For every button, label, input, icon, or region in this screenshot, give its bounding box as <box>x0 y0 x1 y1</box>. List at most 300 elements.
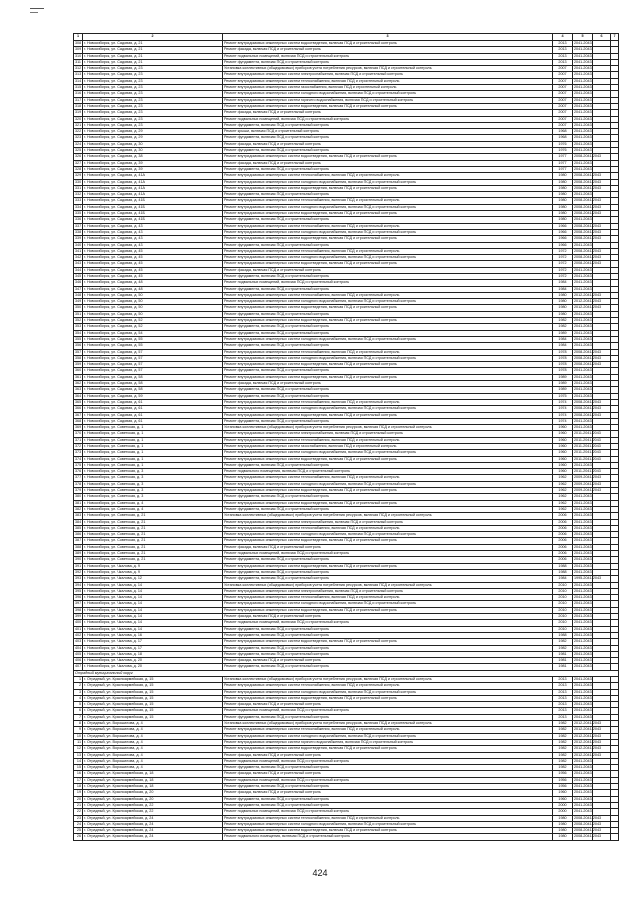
repair-period-cell: 2041-2043 <box>574 141 592 146</box>
row-number: 14 <box>74 758 83 764</box>
address-cell: г. Новосибирск, ул. Чкалова, д. 14 <box>83 582 223 588</box>
build-year-cell: 1960 <box>553 469 573 475</box>
work-type-cell: Ремонт внутридомовых инженерных систем холодного водоснабжения, включая ПСД и строительный контроль <box>223 255 553 261</box>
build-year-cell: 1982 <box>553 746 573 752</box>
build-year-cell: 2000 <box>553 809 573 815</box>
repair-period-cell: 2041-2043 <box>574 765 592 770</box>
repair-period-cell: 2041-2043 <box>574 97 592 102</box>
address-cell: г. Новосибирск, ул. Садовая, д. 45 <box>83 248 223 254</box>
work-type-cell: Ремонт фундамента, включая ПСД и строительный контроль <box>223 506 553 512</box>
build-year-cell: 1984 <box>553 576 573 582</box>
repair-period-cell: 2041-2043 <box>574 286 592 291</box>
repair-period-cell: 2009-2041-2043 <box>574 488 602 493</box>
address-cell: г. Отрадный, ул. Красноармейская, д. 20 <box>83 790 223 796</box>
repair-period-cell: 2041-2043 <box>574 336 592 341</box>
address-cell: г. Новосибирск, ул. Садовая, д. 58 <box>83 374 223 380</box>
row-number: 23 <box>74 815 83 821</box>
repair-period-cell: 2008-2041-2043 <box>574 828 602 833</box>
row-number: 309 <box>75 47 82 52</box>
build-year-cell: 1966 <box>553 236 573 242</box>
address-cell: г. Новосибирск, ул. Садовая, д. 23 <box>83 66 223 72</box>
repair-period-cell: 2041-2043 <box>574 381 592 386</box>
build-year-cell: 2006 <box>553 525 573 531</box>
row-number: 15 <box>74 765 83 771</box>
repair-period-cell: 2041-2043 <box>574 324 592 329</box>
build-year-cell: 1960 <box>553 444 573 450</box>
build-year-cell: 1960 <box>553 462 573 468</box>
address-cell: г. Новосибирск, ул. Садовая, д. 41А <box>83 185 223 191</box>
repair-period-cell: 2041-2043 <box>574 66 592 71</box>
work-type-cell: Ремонт фасада, включая ПСД и строительный контроль <box>223 47 553 53</box>
row-number: 318 <box>75 103 82 108</box>
address-cell: г. Отрадный, ул. Ворошилова, д. 4 <box>83 721 223 727</box>
build-year-cell: 1980 <box>553 179 573 185</box>
row-number: 384 <box>75 519 82 524</box>
work-type-cell: Ремонт внутридомовых инженерных систем теплоснабжения, включая ПСД и строительный контроль <box>223 437 553 443</box>
work-type-cell: Ремонт фасада, включая ПСД и строительный контроль <box>223 110 553 116</box>
address-cell: г. Новосибирск, ул. Садовая, д. 50 <box>83 299 223 305</box>
work-type-cell: Ремонт внутридомовых инженерных систем теплоснабжения, включая ПСД и строительный контроль <box>223 475 553 481</box>
repair-period-cell: 2008-2041-2043 <box>574 211 602 216</box>
work-type-cell: Ремонт фундамента, включая ПСД и строительный контроль <box>223 714 553 720</box>
repair-period-cell: 2008-2041-2043 <box>574 236 602 241</box>
row-number: 24 <box>74 821 83 827</box>
repair-period-cell: 2041-2043 <box>574 809 592 814</box>
work-type-cell: Ремонт внутридомовых инженерных систем водоотведения, включая ПСД и строительный контроль <box>223 695 553 701</box>
work-type-cell: Ремонт внутридомовых инженерных систем водоотведения, включая ПСД и строительный контроль <box>223 563 553 569</box>
work-type-cell: Ремонт внутридомовых инженерных систем теплоснабжения, включая ПСД и строительный контроль <box>223 727 553 733</box>
repair-period-cell: 2009-2041-2043 <box>574 475 602 480</box>
repair-period-cell: 2041-2043 <box>574 614 592 619</box>
build-year-cell: 1972 <box>553 255 573 261</box>
row-number: 8 <box>74 721 83 727</box>
build-year-cell: 1981 <box>553 664 573 670</box>
address-cell: г. Отрадный, ул. Красноармейская, д. 15 <box>83 714 223 720</box>
address-cell: г. Новосибирск, ул. Садовая, д. 43 <box>83 242 223 248</box>
work-type-cell: Ремонт внутридомовых инженерных систем теплоснабжения, включая ПСД и строительный контроль <box>223 399 553 405</box>
row-number: 308 <box>75 41 82 45</box>
repair-period-cell: 2008-2041-2043 <box>574 406 602 411</box>
address-cell: г. Отрадный, ул. Красноармейская, д. 18 <box>83 771 223 777</box>
address-cell: г. Новосибирск, ул. Садовая, д. 41Б <box>83 217 223 223</box>
address-cell: г. Новосибирск, ул. Чкалова, д. 12 <box>83 576 223 582</box>
build-year-cell: 2007 <box>553 72 573 78</box>
repair-period-cell: 2008-2041-2043 <box>574 355 602 360</box>
work-type-cell: Ремонт фасада, включая ПСД и строительный контроль <box>223 381 553 387</box>
repair-period-cell: 2041-2043 <box>574 418 592 423</box>
build-year-cell: 1962 <box>553 475 573 481</box>
work-type-cell: Ремонт внутридомовых инженерных систем теплоснабжения, включая ПСД и строительный контроль <box>223 223 553 229</box>
row-number: 26 <box>74 834 83 840</box>
row-number: 341 <box>75 248 82 253</box>
repair-period-cell: 2041-2043 <box>574 683 592 688</box>
address-cell: г. Новосибирск, ул. Садовая, д. 61 <box>83 412 223 418</box>
column-header: 1 <box>74 34 83 41</box>
work-type-cell: Ремонт фундамента, включая ПСД и строительный контроль <box>223 645 553 651</box>
repair-period-cell: 2011-2041-2043 <box>574 444 601 448</box>
address-cell: г. Отрадный, ул. Красноармейская, д. 24 <box>83 821 223 827</box>
row-number: 404 <box>75 645 82 650</box>
work-type-cell: Ремонт фундамента, включая ПСД и строительный контроль <box>223 664 553 670</box>
repair-period-cell: 2041-2043 <box>574 551 592 556</box>
work-type-cell: Ремонт фасада, включая ПСД и строительный контроль <box>223 544 553 550</box>
row-number: 11 <box>74 739 83 745</box>
work-type-cell: Ремонт фундамента, включая ПСД и строительный контроль <box>223 148 553 154</box>
build-year-cell: 1988 <box>553 569 573 575</box>
build-year-cell: 2013 <box>553 41 573 47</box>
address-cell: г. Новосибирск, ул. Садовая, д. 48 <box>83 286 223 292</box>
build-year-cell: 1982 <box>553 739 573 745</box>
address-cell: г. Новосибирск, ул. Садовая, д. 57 <box>83 362 223 368</box>
repair-period-cell: 2041-2043 <box>574 116 592 121</box>
work-type-cell: Ремонт фундамента, включая ПСД и строительный контроль <box>223 387 553 393</box>
work-type-cell: Ремонт фундамента, включая ПСД и строительный контроль <box>223 330 553 336</box>
work-type-cell: Ремонт подвальных помещений, включая ПСД и строительный контроль <box>223 758 553 764</box>
work-type-cell: Ремонт внутридомовых инженерных систем водоотведения, включая ПСД и строительный контроль <box>223 374 553 380</box>
address-cell: г. Новосибирск, ул. Советская, д. 21 <box>83 557 223 563</box>
repair-period-cell: 2041-2043 <box>574 267 592 272</box>
address-cell: г. Новосибирск, ул. Чкалова, д. 9 <box>83 563 223 569</box>
work-type-cell: Ремонт подвальных помещений, включая ПСД и строительный контроль <box>223 809 553 815</box>
work-type-cell: Ремонт фундамента, включая ПСД и строительный контроль <box>223 576 553 582</box>
address-cell: г. Новосибирск, ул. Чкалова, д. 20 <box>83 658 223 664</box>
address-cell: г. Отрадный, ул. Красноармейская, д. 24 <box>83 834 223 840</box>
row-number: 354 <box>75 330 82 335</box>
address-cell: г. Новосибирск, ул. Чкалова, д. 14 <box>83 588 223 594</box>
row-number: 317 <box>75 97 82 102</box>
repair-period-cell: 2041-2043 <box>574 588 592 593</box>
build-year-cell: 1977 <box>553 160 573 166</box>
address-cell: г. Отрадный, ул. Ворошилова, д. 4 <box>83 752 223 758</box>
address-cell: г. Отрадный, ул. Красноармейская, д. 22 <box>83 802 223 808</box>
work-type-cell: Ремонт внутридомовых инженерных систем водоотведения, включая ПСД и строительный контроль <box>223 362 553 368</box>
repair-period-cell: 2041-2043 <box>574 166 592 171</box>
build-year-cell: 1972 <box>553 273 573 279</box>
row-number: 392 <box>75 569 82 574</box>
row-number: 310 <box>75 53 82 58</box>
build-year-cell: 1988 <box>553 563 573 569</box>
address-cell: г. Новосибирск, ул. Садовая, д. 45 <box>83 273 223 279</box>
address-cell: г. Новосибирск, ул. Садовая, д. 39 <box>83 160 223 166</box>
repair-period-cell: 2008-2041-2043 <box>574 173 602 178</box>
address-cell: г. Новосибирск, ул. Садовая, д. 41Б <box>83 198 223 204</box>
work-type-cell: Ремонт внутридомовых инженерных систем горячего водоснабжения, включая ПСД и строительный контроль <box>223 739 553 745</box>
repair-period-cell: 2041-2043 <box>574 72 592 77</box>
work-type-cell: Ремонт фасада, включая ПСД и строительный контроль <box>223 141 553 147</box>
work-type-cell: Ремонт внутридомовых инженерных систем холодного водоснабжения, включая ПСД и строительный контроль <box>223 689 553 695</box>
row-number: 334 <box>75 204 82 209</box>
work-type-cell: Ремонт внутридомовых инженерных систем водоотведения, включая ПСД и строительный контроль <box>223 103 553 109</box>
build-year-cell: 1956 <box>553 777 573 783</box>
address-cell: г. Новосибирск, ул. Садовая, д. 23 <box>83 85 223 91</box>
repair-period-cell: 2041-2043 <box>574 632 592 637</box>
row-number: 360 <box>75 368 82 373</box>
address-cell: г. Новосибирск, ул. Садовая, д. 23 <box>83 78 223 84</box>
work-type-cell: Ремонт фасада, включая ПСД и строительный контроль <box>223 658 553 664</box>
build-year-cell: 1960 <box>553 450 573 456</box>
address-cell: г. Новосибирск, ул. Советская, д. 21 <box>83 532 223 538</box>
address-cell: г. Новосибирск, ул. Садовая, д. 23 <box>83 103 223 109</box>
row-number: 398 <box>75 607 82 612</box>
row-number: 337 <box>75 223 82 228</box>
build-year-cell: 1978 <box>553 355 573 361</box>
build-year-cell: 1982 <box>553 324 573 330</box>
build-year-cell: 1982 <box>553 318 573 324</box>
address-cell: г. Новосибирск, ул. Садовая, д. 57 <box>83 349 223 355</box>
address-cell: г. Новосибирск, ул. Советская, д. 3 <box>83 481 223 487</box>
work-type-cell: Ремонт внутридомовых инженерных систем теплоснабжения, включая ПСД и строительный контроль <box>223 173 553 179</box>
repair-period-cell: 2011-2041-2043 <box>574 437 601 442</box>
address-cell: г. Новосибирск, ул. Чкалова, д. 18 <box>83 651 223 657</box>
row-number: 396 <box>75 595 82 600</box>
build-year-cell: 1981 <box>553 658 573 664</box>
repair-period-cell: 2008-2041-2043 <box>574 154 602 159</box>
build-year-cell: 1982 <box>553 645 573 651</box>
work-type-cell: Ремонт фундамента, включая ПСД и строительный контроль <box>223 217 553 223</box>
build-year-cell: 1978 <box>553 362 573 368</box>
repair-period-cell: 2041-2043 <box>574 343 592 348</box>
address-cell: г. Отрадный, ул. Красноармейская, д. 15 <box>83 676 223 682</box>
row-number: 5 <box>74 702 83 708</box>
row-number: 10 <box>74 733 83 739</box>
row-number: 374 <box>75 456 82 461</box>
build-year-cell: 2010 <box>553 582 573 588</box>
build-year-cell: 1982 <box>553 639 573 645</box>
row-number: 322 <box>75 129 82 134</box>
work-type-cell: Ремонт фундамента, включая ПСД и строительный контроль <box>223 784 553 790</box>
address-cell: г. Новосибирск, ул. Садовая, д. 43 <box>83 229 223 235</box>
work-type-cell: Ремонт фасада, включая ПСД и строительный контроль <box>223 614 553 620</box>
row-number: 315 <box>75 85 82 90</box>
row-number: 356 <box>75 343 82 348</box>
repair-period-cell: 2041-2043 <box>574 538 592 543</box>
repair-period-cell: 2041-2043 <box>574 664 592 669</box>
work-type-cell: Ремонт внутридомовых инженерных систем водоотведения, включая ПСД и строительный контроль <box>223 607 553 613</box>
work-type-cell: Установка коллективных (общедомовых) приборов учета потребления ресурсов, включая ПСД и строительный контроль <box>223 66 553 72</box>
build-year-cell: 1984 <box>553 336 573 342</box>
row-number: 332 <box>75 192 82 197</box>
address-cell: г. Новосибирск, ул. Садовая, д. 23 <box>83 97 223 103</box>
repair-period-cell: 1995-2041-2043 <box>574 576 602 581</box>
repair-period-cell: 2041-2043 <box>574 758 592 763</box>
address-cell: г. Новосибирск, ул. Садовая, д. 23 <box>83 110 223 116</box>
row-number: 402 <box>75 632 82 637</box>
address-cell: г. Отрадный, ул. Красноармейская, д. 15 <box>83 689 223 695</box>
address-cell: г. Новосибирск, ул. Садовая, д. 55 <box>83 336 223 342</box>
work-type-cell: Ремонт фундамента, включая ПСД и строительный контроль <box>223 632 553 638</box>
address-cell: г. Новосибирск, ул. Садовая, д. 57 <box>83 355 223 361</box>
work-type-cell: Ремонт внутридомовых инженерных систем холодного водоснабжения, включая ПСД и строительный контроль <box>223 481 553 487</box>
address-cell: г. Новосибирск, ул. Советская, д. 1 <box>83 450 223 456</box>
build-year-cell: 1968 <box>553 135 573 141</box>
work-type-cell: Ремонт фундамента, включая ПСД и строительный контроль <box>223 324 553 330</box>
row-number: 336 <box>75 217 82 222</box>
repair-period-cell: 2041-2043 <box>574 702 592 707</box>
row-number: 358 <box>75 355 82 360</box>
work-type-cell: Установка коллективных (общедомовых) приборов учета потребления ресурсов, включая ПСД и строительный контроль <box>223 721 553 727</box>
build-year-cell: 1982 <box>553 721 573 727</box>
table-row <box>74 834 619 840</box>
address-cell: г. Новосибирск, ул. Садовая, д. 41А <box>83 173 223 179</box>
work-type-cell: Ремонт внутридомовых инженерных систем холодного водоснабжения, включая ПСД и строительный контроль <box>223 821 553 827</box>
repair-period-cell: 2041-2043 <box>574 544 592 549</box>
row-number: 20 <box>74 796 83 802</box>
work-type-cell: Ремонт внутридомовых инженерных систем теплоснабжения, включая ПСД и строительный контроль <box>223 683 553 689</box>
build-year-cell: 2013 <box>553 714 573 720</box>
repair-period-cell: 2012-2041-2043 <box>574 721 602 726</box>
row-number: 406 <box>75 658 82 663</box>
repair-period-cell: 2041-2043 <box>574 59 592 64</box>
build-year-cell: 1980 <box>553 292 573 298</box>
repair-period-cell: 2011-2041-2043 <box>574 450 601 455</box>
build-year-cell: 1980 <box>553 828 573 834</box>
repair-period-cell: 2041-2043 <box>574 563 592 568</box>
address-cell: г. Новосибирск, ул. Советская, д. 1 <box>83 444 223 450</box>
repair-period-cell: 2012-2041-2043 <box>574 727 602 732</box>
row-number: 311 <box>75 59 81 64</box>
address-cell: г. Отрадный, ул. Красноармейская, д. 15 <box>83 695 223 701</box>
row-number: 355 <box>75 336 82 341</box>
address-cell: г. Новосибирск, ул. Садовая, д. 55 <box>83 343 223 349</box>
build-year-cell: 1976 <box>553 141 573 147</box>
build-year-cell: 1962 <box>553 488 573 494</box>
repair-period-cell: 2008-2041-2043 <box>574 399 602 404</box>
repair-period-cell: 2011-2041-2043 <box>574 456 601 461</box>
work-type-cell: Ремонт внутридомовых инженерных систем электроснабжения, включая ПСД и строительный контроль <box>223 72 553 78</box>
build-year-cell: 2007 <box>553 91 573 97</box>
build-year-cell: 1980 <box>553 217 573 223</box>
work-type-cell: Ремонт внутридомовых инженерных систем водоотведения, включая ПСД и строительный контроль <box>223 828 553 834</box>
row-number: 382 <box>75 506 82 511</box>
work-type-cell: Ремонт внутридомовых инженерных систем водоотведения, включая ПСД и строительный контроль <box>223 639 553 645</box>
work-type-cell: Ремонт внутридомовых инженерных систем холодного водоснабжения, включая ПСД и строительный контроль <box>223 406 553 412</box>
repair-period-cell: 2041-2043 <box>574 242 592 247</box>
row-number: 316 <box>75 91 82 96</box>
row-number: 6 <box>74 708 83 714</box>
work-type-cell: Ремонт фасада, включая ПСД и строительный контроль <box>223 160 553 166</box>
address-cell: г. Новосибирск, ул. Садовая, д. 50 <box>83 305 223 311</box>
address-cell: г. Новосибирск, ул. Садовая, д. 41А <box>83 179 223 185</box>
build-year-cell: 1980 <box>553 834 573 840</box>
work-type-cell: Ремонт подвальных помещений, включая ПСД и строительный контроль <box>223 708 553 714</box>
address-cell: г. Новосибирск, ул. Садовая, д. 50 <box>83 311 223 317</box>
address-cell: г. Отрадный, ул. Красноармейская, д. 15 <box>83 683 223 689</box>
work-type-cell: Ремонт внутридомовых инженерных систем водоотведения, включая ПСД и строительный контроль <box>223 154 553 160</box>
row-number: 1 <box>74 676 83 682</box>
repair-period-cell: 2041-2043 <box>574 318 592 323</box>
page-number: 424 <box>312 868 328 878</box>
address-cell: г. Новосибирск, ул. Советская, д. 1 <box>83 462 223 468</box>
address-cell: г. Новосибирск, ул. Советская, д. 4 <box>83 500 223 506</box>
work-type-cell: Ремонт внутридомовых инженерных систем холодного водоснабжения, включая ПСД и строительный контроль <box>223 355 553 361</box>
build-year-cell: 1977 <box>553 166 573 172</box>
row-number: 330 <box>75 179 82 184</box>
row-number: 22 <box>74 809 83 815</box>
address-cell: г. Новосибирск, ул. Советская, д. 3 <box>83 494 223 500</box>
row-number: 366 <box>75 406 82 411</box>
address-cell: г. Новосибирск, ул. Советская, д. 21 <box>83 519 223 525</box>
build-year-cell: 2010 <box>553 607 573 613</box>
address-cell: г. Новосибирск, ул. Садовая, д. 48 <box>83 280 223 286</box>
build-year-cell: 2006 <box>553 519 573 525</box>
work-type-cell: Ремонт внутридомовых инженерных систем теплоснабжения, включая ПСД и строительный контроль <box>223 292 553 298</box>
row-number: 393 <box>75 576 82 581</box>
repair-period-cell: 2041-2043 <box>574 784 592 789</box>
address-cell: г. Новосибирск, ул. Советская, д. 1 <box>83 431 223 437</box>
repair-period-cell: 2041-2043 <box>574 192 592 197</box>
build-year-cell: 1989 <box>553 374 573 380</box>
build-year-cell: 2010 <box>553 601 573 607</box>
repair-period-cell: 2041-2043 <box>574 368 592 373</box>
repair-period-cell: 2008-2041-2043 <box>574 349 602 354</box>
address-cell: г. Новосибирск, ул. Садовая, д. 29 <box>83 129 223 135</box>
address-cell: г. Новосибирск, ул. Чкалова, д. 14 <box>83 614 223 620</box>
column-header: 3 <box>223 34 553 41</box>
header-row <box>74 34 619 41</box>
address-cell: г. Отрадный, ул. Красноармейская, д. 18 <box>83 784 223 790</box>
repair-period-cell: 2041-2043 <box>574 53 592 58</box>
address-cell: г. Отрадный, ул. Красноармейская, д. 18 <box>83 777 223 783</box>
address-cell: г. Новосибирск, ул. Садовая, д. 23 <box>83 122 223 128</box>
row-number: 407 <box>75 664 82 669</box>
repair-period-cell: 2041-2043 <box>574 47 592 52</box>
address-cell: г. Новосибирск, ул. Чкалова, д. 14 <box>83 626 223 632</box>
row-number: 388 <box>75 544 82 549</box>
repair-period-cell: 2012-2041-2043 <box>574 746 602 751</box>
build-year-cell: 1980 <box>553 821 573 827</box>
work-type-cell: Ремонт внутридомовых инженерных систем теплоснабжения, включая ПСД и строительный контроль <box>223 595 553 601</box>
address-cell: г. Отрадный, ул. Ворошилова, д. 4 <box>83 765 223 771</box>
build-year-cell: 2010 <box>553 595 573 601</box>
build-year-cell: 1960 <box>553 796 573 802</box>
repair-period-cell: 2041-2043 <box>574 525 592 530</box>
work-type-cell: Ремонт фундамента, включая ПСД и строительный контроль <box>223 343 553 349</box>
address-cell: г. Новосибирск, ул. Советская, д. 1 <box>83 456 223 462</box>
build-year-cell: 1962 <box>553 494 573 500</box>
address-cell: г. Новосибирск, ул. Чкалова, д. 17 <box>83 645 223 651</box>
row-number: 372 <box>75 444 82 448</box>
row-number: 314 <box>75 78 82 83</box>
work-type-cell: Ремонт внутридомовых инженерных систем водоотведения, включая ПСД и строительный контроль <box>223 538 553 544</box>
row-number: 323 <box>75 135 82 140</box>
work-type-cell: Ремонт фасада, включая ПСД и строительный контроль <box>223 702 553 708</box>
row-number: 17 <box>74 777 83 783</box>
work-type-cell: Ремонт фундамента, включая ПСД и строительный контроль <box>223 796 553 802</box>
repair-period-cell: 2008-2041-2043 <box>574 179 602 184</box>
row-number: 373 <box>75 450 82 455</box>
build-year-cell: 1966 <box>553 242 573 248</box>
address-cell: г. Новосибирск, ул. Советская, д. 3 <box>83 475 223 481</box>
repair-period-cell: 2041-2043 <box>574 374 592 379</box>
row-number: 405 <box>75 651 82 656</box>
work-type-cell: Ремонт внутридомовых инженерных систем газоснабжения, включая ПСД и строительный контроль <box>223 444 553 450</box>
build-year-cell: 1962 <box>553 481 573 487</box>
build-year-cell: 2006 <box>553 557 573 563</box>
address-cell: г. Новосибирск, ул. Чкалова, д. 16 <box>83 632 223 638</box>
work-type-cell: Ремонт внутридомовых инженерных систем теплоснабжения, включая ПСД и строительный контроль <box>223 248 553 254</box>
row-number: 12 <box>74 746 83 752</box>
work-type-cell: Ремонт фасада, включая ПСД и строительный контроль <box>223 267 553 273</box>
row-number: 351 <box>75 311 82 316</box>
row-number: 342 <box>75 255 82 260</box>
build-year-cell: 2013 <box>553 47 573 53</box>
row-number: 331 <box>75 185 82 190</box>
build-year-cell: 2006 <box>553 513 573 519</box>
build-year-cell: 1960 <box>553 437 573 443</box>
repair-period-cell: 2008-2041-2043 <box>574 834 602 839</box>
repair-period-cell: 2008-2041-2043 <box>574 229 602 234</box>
address-cell: г. Отрадный, ул. Ворошилова, д. 4 <box>83 733 223 739</box>
